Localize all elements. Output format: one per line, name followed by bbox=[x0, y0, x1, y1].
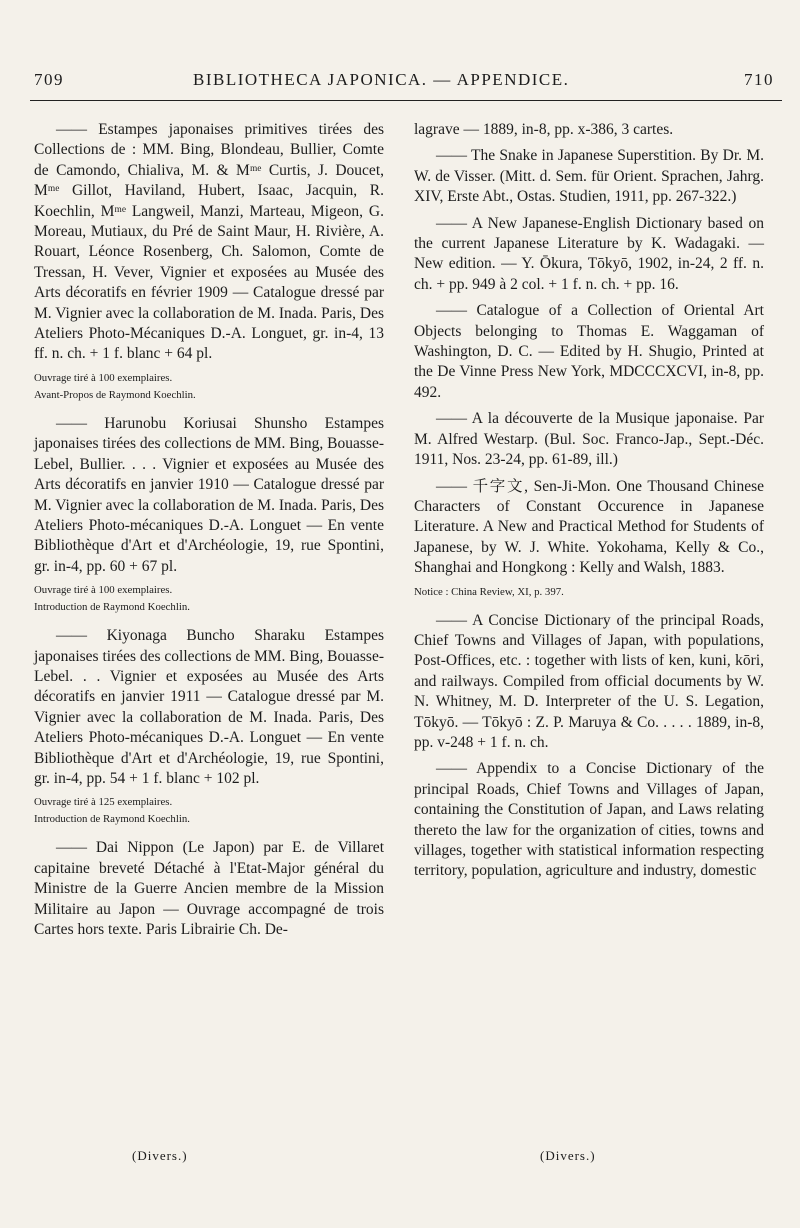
entry-harunobu: —— Harunobu Koriusai Shunsho Estampes japonaises tirées des collections de MM. Bing, Bouasse-Lebel, Bullier. . . . Vignier et exposées au Musée des Arts décoratifs en janvier 1910 — Catalogue dressé par M. Vignier avec la collaboration de M. Inada. Paris, Des Ateliers Photo-mécaniques D.-A. Longuet — En vente Bibliothèque d'Art et d'Archéologie, 19, rue Spontini, gr. in-4, pp. 60 + 67 pl. bbox=[34, 414, 384, 575]
entry-appendix: —— Appendix to a Concise Dictionary of the principal Roads, Chief Towns and Villages of Japan, containing the Constitution of Japan, and Laws relating thereto the law for the organization of cities, towns and villages, together with statistical information respecting territory, population, agriculture and industry, domestic bbox=[414, 760, 764, 880]
entry-note: Notice : China Review, XI, p. 397. bbox=[414, 585, 564, 598]
entry-note: Introduction de Raymond Koechlin. bbox=[34, 601, 190, 614]
entry-note: Introduction de Raymond Koechlin. bbox=[34, 813, 190, 826]
page-header bbox=[28, 70, 788, 92]
entry-note: Ouvrage tiré à 100 exemplaires. bbox=[34, 584, 173, 597]
running-title: BIBLIOTHECA JAPONICA. — APPENDICE. bbox=[193, 70, 570, 89]
footer-left: (Divers.) bbox=[132, 1148, 188, 1163]
entry-note: Ouvrage tiré à 125 exemplaires. bbox=[34, 796, 173, 809]
entry-kiyonaga: —— Kiyonaga Buncho Sharaku Estampes japonaises tirées des collections de MM. Bing, Bouasse-Lebel. . . Vignier et exposées au Musée des Arts décoratifs en janvier 1911 — Catalogue dressé par M. Vignier avec la collaboration de M. Inada. Paris, Des Ateliers Photo-mécaniques D.-A. Longuet — En vente Bibliothèque d'Art et d'Archéologie, 19, rue Spontini, gr. in-4, pp. 54 + 1 f. blanc + 102 pl. bbox=[34, 627, 384, 787]
entry-catalogue: —— Catalogue of a Collection of Oriental Art Objects belonging to Thomas E. Waggaman of Washington, D. C. — Edited by H. Shugio, Printed at the De Vinne Press New York, MDCCCXCVI, in-8, pp. 492. bbox=[414, 302, 764, 401]
entry-note: Avant-Propos de Raymond Koechlin. bbox=[34, 388, 196, 401]
left-column bbox=[34, 120, 384, 946]
page-number-left: 709 bbox=[34, 70, 64, 89]
entry-note: Ouvrage tiré à 100 exemplaires. bbox=[34, 371, 173, 384]
entry-sen-ji-mon: —— 千字文, Sen-Ji-Mon. One Thousand Chinese Characters of Constant Occurence in Japanese Literature. A New and Practical Method for Students of Japanese, by W. J. White. Yokohama, Kelly & Co., Shanghai and Hongkong : Kelly and Walsh, 1883. bbox=[414, 477, 764, 577]
entry-snake: —— The Snake in Japanese Superstition. By Dr. M. W. de Visser. (Mitt. d. Sem. für Orient. Sprachen, Jahrg. XIV, Erste Abt., Ostas. Studien, 1911, pp. 267-322.) bbox=[414, 147, 764, 206]
header-rule bbox=[30, 100, 782, 101]
entry-estampes-primitives: —— Estampes japonaises primitives tirées des Collections de : MM. Bing, Blondeau, Bullier, Comte de Camondo, Chialiva, M. & Mᵐᵉ Curtis, J. Doucet, Mᵐᵉ Gillot, Haviland, Hubert, Isaac, Jacquin, R. Koechlin, Mᵐᵉ Langweil, Manzi, Marteau, Migeon, G. Moreau, Mutiaux, du Pré de Saint Maur, H. Rivière, A. Rouart, Léonce Rosenberg, Ch. Salomon, Comte de Tressan, H. Vever, Vignier et exposées au Musée des Arts décoratifs en février 1909 — Catalogue dressé par M. Vignier avec la collaboration de M. Inada. Paris, Des Ateliers Photo-Mécaniques D.-A. Longuet, gr. in-4, 13 ff. n. ch. + 1 f. blanc + 64 pl. bbox=[34, 121, 384, 363]
entry-musique: —— A la découverte de la Musique japonaise. Par M. Alfred Westarp. (Bul. Soc. Franco-Jap., Sept.-Déc. 1911, Nos. 23-24, pp. 61-89, ill.) bbox=[414, 410, 764, 469]
entry-dictionary: —— A New Japanese-English Dictionary based on the current Japanese Literature by K. Wadagaki. — New edition. — Y. Ōkura, Tōkyō, 1902, in-24, 2 ff. n. ch. + pp. 949 à 2 col. + 1 f. n. ch. + pp. 16. bbox=[414, 214, 764, 293]
footer-right: (Divers.) bbox=[540, 1148, 596, 1163]
page-number-right: 710 bbox=[744, 70, 774, 89]
entry-continuation: lagrave — 1889, in-8, pp. x-386, 3 cartes. bbox=[414, 121, 674, 138]
entry-dai-nippon: —— Dai Nippon (Le Japon) par E. de Villaret capitaine breveté Détaché à l'Etat-Major général du Ministre de la Guerre Ancien membre de la Mission Militaire au Japon — Ouvrage accompagné de trois Cartes hors texte. Paris Librairie Ch. De- bbox=[34, 839, 384, 938]
right-column bbox=[414, 120, 764, 888]
entry-concise-dictionary: —— A Concise Dictionary of the principal Roads, Chief Towns and Villages of Japan, with populations, Post-Offices, etc. : together with lists of ken, kuni, kōri, and railways. Compiled from official documents by W. N. Whitney, M. D. Interpreter of the U. S. Legation, Tōkyō. — Tōkyō : Z. P. Maruya & Co. . . . . 1889, in-8, pp. v-248 + 1 f. n. ch. bbox=[414, 611, 764, 751]
